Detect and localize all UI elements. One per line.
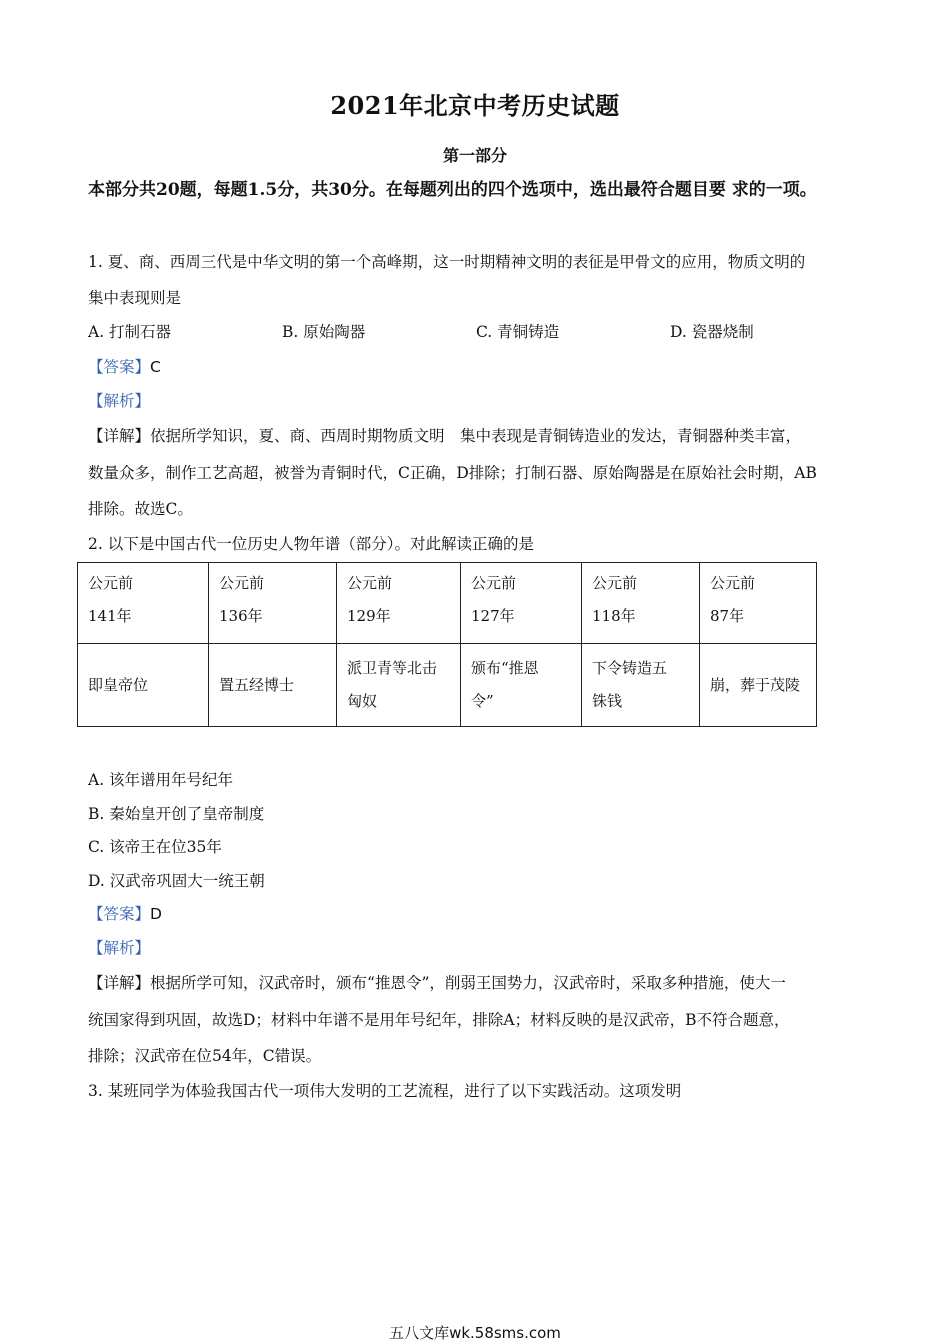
q2-detail-tag: 【详解】	[88, 974, 151, 992]
q2-option-d: D. 汉武帝巩固大一统王朝	[88, 872, 265, 890]
event-cell: 即皇帝位	[78, 644, 209, 727]
q1-answer-value: C	[150, 358, 161, 376]
year-cell: 公元前 118年	[582, 563, 700, 644]
event-cell: 置五经博士	[209, 644, 337, 727]
q2-option-b: B. 秦始皇开创了皇帝制度	[88, 805, 265, 823]
event-cell: 崩，葬于茂陵	[700, 644, 817, 727]
q1-analysis-tag: 【解析】	[88, 392, 151, 410]
event-cell: 派卫青等北击 匈奴	[337, 644, 461, 727]
year-cell: 公元前 127年	[461, 563, 582, 644]
table-row-events	[78, 644, 817, 727]
q1-detail-tag: 【详解】	[88, 427, 151, 445]
q2-answer-tag: 【答案】	[88, 905, 151, 923]
q1-option-d: D. 瓷器烧制	[670, 323, 754, 341]
q1-stem-line-1: 1. 夏、商、西周三代是中华文明的第一个高峰期，这一时期精神文明的表征是甲骨文的应用，物质文明的	[88, 253, 806, 271]
q2-option-a: A. 该年谱用年号纪年	[88, 771, 234, 789]
q3-stem: 3. 某班同学为体验我国古代一项伟大发明的工艺流程，进行了以下实践活动。这项发明	[88, 1082, 682, 1100]
year-cell: 公元前 141年	[78, 563, 209, 644]
year-cell: 公元前 136年	[209, 563, 337, 644]
q1-detail-text-1: 依据所学知识，夏、商、西周时期物质文明 集中表现是青铜铸造业的发达，青铜器种类丰富，	[150, 427, 802, 445]
year-cell: 公元前 87年	[700, 563, 817, 644]
event-cell: 下令铸造五 铢钱	[582, 644, 700, 727]
table-row-years	[78, 563, 817, 644]
q1-detail-line-3: 排除。故选C。	[88, 500, 193, 518]
q2-detail-text-1: 根据所学可知，汉武帝时，颁布“推恩令”，削弱王国势力，汉武帝时，采取多种措施，使大一	[150, 974, 786, 992]
year-cell: 公元前 129年	[337, 563, 461, 644]
q1-stem-line-2: 集中表现则是	[88, 289, 182, 307]
q2-stem: 2. 以下是中国古代一位历史人物年谱（部分）。对此解读正确的是	[88, 535, 534, 553]
q2-option-c: C. 该帝王在位35年	[88, 838, 222, 856]
q1-answer-tag: 【答案】	[88, 358, 151, 376]
q2-answer	[88, 902, 162, 924]
q2-detail-line-3: 排除；汉武帝在位54年，C错误。	[88, 1047, 322, 1065]
q2-detail-line-1	[88, 971, 786, 993]
q1-answer	[88, 355, 161, 377]
q1-detail-line-2: 数量众多，制作工艺高超，被誉为青铜时代，C正确，D排除；打制石器、原始陶器是在原始社会时期，AB	[88, 464, 817, 482]
chronology-table	[77, 562, 817, 727]
section-instructions: 本部分共20题，每题1.5分，共30分。在每题列出的四个选项中，选出最符合题目要 求的一项。	[88, 180, 817, 200]
q1-option-b: B. 原始陶器	[282, 323, 366, 341]
q1-detail-line-1	[88, 424, 801, 446]
q2-analysis-tag: 【解析】	[88, 939, 151, 957]
section-heading: 第一部分	[442, 146, 507, 165]
footer-watermark: 五八文库wk.58sms.com	[389, 1324, 561, 1342]
page-title: 2021年北京中考历史试题	[330, 91, 620, 120]
q1-option-a: A. 打制石器	[88, 323, 172, 341]
q2-detail-line-2: 统国家得到巩固，故选D；材料中年谱不是用年号纪年，排除A；材料反映的是汉武帝，B不符合题意，	[88, 1011, 790, 1029]
q2-answer-value: D	[150, 905, 162, 923]
q1-option-c: C. 青铜铸造	[476, 323, 560, 341]
event-cell: 颁布“推恩 令”	[461, 644, 582, 727]
